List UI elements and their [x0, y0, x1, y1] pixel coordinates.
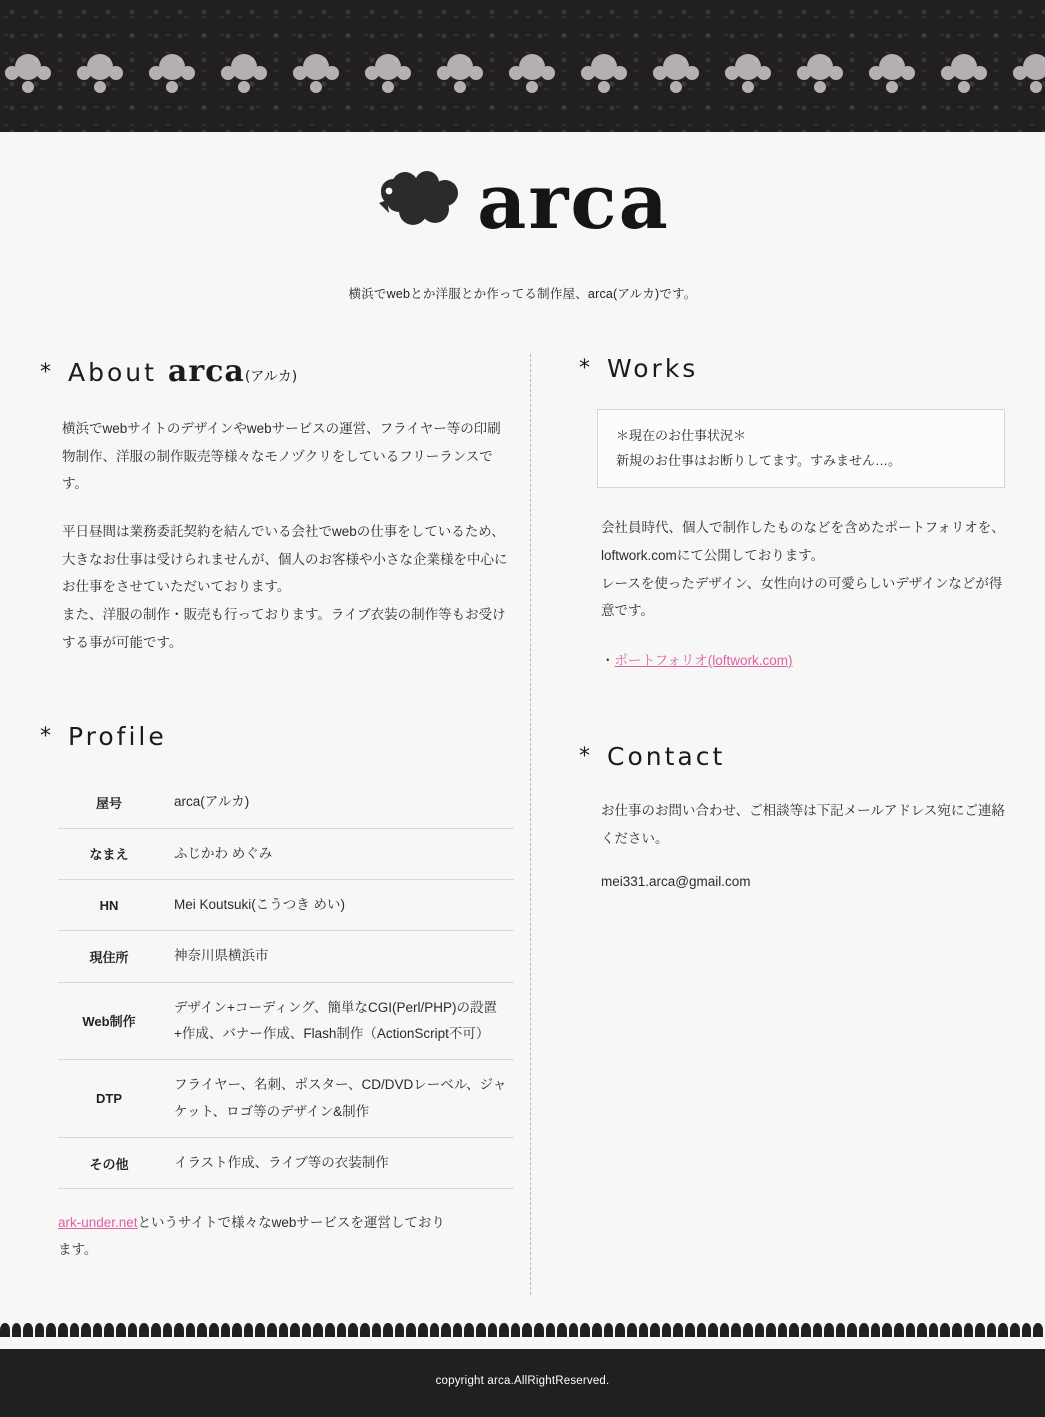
table-row [58, 880, 514, 931]
section-contact [579, 742, 1005, 889]
profile-row-value: イラスト作成、ライブ等の衣装制作 [160, 1137, 514, 1188]
work-status-notice [597, 409, 1005, 488]
site-logo[interactable] [375, 157, 670, 246]
left-column [40, 354, 534, 1263]
sheep-icon [375, 169, 467, 235]
section-profile [40, 722, 514, 1263]
profile-heading-text: Profile [68, 722, 167, 752]
works-paragraph-2: レースを使ったデザイン、女性向けの可愛らしいデザインなどが得意です。 [601, 575, 1003, 619]
table-row [58, 1060, 514, 1138]
table-row [58, 931, 514, 982]
asterisk-icon: * [579, 744, 593, 770]
profile-row-value: 神奈川県横浜市 [160, 931, 514, 982]
right-column [534, 354, 1005, 1263]
lace-header-decoration [0, 0, 1045, 132]
contact-email[interactable]: mei331.arca@gmail.com [601, 874, 751, 890]
section-about [40, 354, 514, 656]
about-heading-logo: arca [167, 354, 245, 389]
profile-row-value: ふじかわ めぐみ [160, 828, 514, 879]
profile-row-label: HN [58, 880, 160, 931]
about-heading-kana: (アルカ) [244, 369, 298, 385]
site-header [0, 132, 1045, 302]
profile-row-value: フライヤー、名刺、ポスター、CD/DVDレーベル、ジャケット、ロゴ等のデザイン&制作 [160, 1060, 514, 1138]
about-paragraph-3: また、洋服の制作・販売も行っております。ライブ衣装の制作等もお受けする事が可能です。 [62, 607, 506, 650]
table-row [58, 982, 514, 1060]
profile-footnote [58, 1209, 458, 1263]
portfolio-line [579, 647, 1005, 674]
profile-row-label: DTP [58, 1060, 160, 1138]
about-paragraph-2: 平日昼間は業務委託契約を結んでいる会社でwebの仕事をしているため、大きなお仕事は受けられませんが、個人のお客様や小さな企業様を中心にお仕事をさせていただいております。 [62, 524, 508, 595]
asterisk-icon: * [579, 356, 593, 381]
table-row [58, 828, 514, 879]
lace-fringe-top [0, 104, 1045, 132]
profile-row-label: 現住所 [58, 931, 160, 982]
asterisk-icon: * [40, 360, 54, 385]
profile-row-value: arca(アルカ) [160, 777, 514, 828]
profile-footnote-text: というサイトで様々なwebサービスを運営しております。 [58, 1215, 445, 1258]
main-content [40, 354, 1005, 1323]
column-divider [530, 354, 531, 1295]
about-heading-text: About [68, 358, 157, 387]
profile-row-value: デザイン+コーディング、簡単なCGI(Perl/PHP)の設置+作成、バナー作成、Flash制作（ActionScript不可） [160, 982, 514, 1060]
copyright-text: copyright arca.AllRightReserved. [435, 1375, 610, 1388]
site-logo-text: arca [477, 157, 670, 246]
bullet-icon: ・ [601, 653, 615, 669]
table-row [58, 777, 514, 828]
asterisk-icon: * [40, 724, 54, 750]
lace-scallop-row-lower [0, 34, 1045, 109]
site-footer [0, 1349, 1045, 1417]
section-works [579, 354, 1005, 674]
contact-heading [579, 742, 1005, 771]
lace-footer-decoration [0, 1323, 1045, 1349]
portfolio-link[interactable]: ポートフォリオ(loftwork.com) [614, 653, 793, 669]
profile-row-label: Web制作 [58, 982, 160, 1060]
notice-line-1: ＊現在のお仕事状況＊ [616, 428, 747, 443]
profile-row-label: なまえ [58, 828, 160, 879]
profile-row-label: その他 [58, 1137, 160, 1188]
about-heading [40, 354, 514, 389]
profile-heading [40, 722, 514, 751]
works-heading-text: Works [607, 354, 699, 383]
works-heading [579, 354, 1005, 383]
table-row [58, 1137, 514, 1188]
lace-fringe-bottom [0, 1323, 1045, 1349]
notice-line-2: 新規のお仕事はお断りしてます。すみません…。 [616, 452, 901, 468]
site-tagline: 横浜でwebとか洋服とか作ってる制作屋、arca(アルカ)です。 [348, 287, 697, 301]
works-paragraph-1: 会社員時代、個人で制作したものなどを含めたポートフォリオを、loftwork.comにて公開しております。 [601, 520, 1005, 564]
contact-heading-text: Contact [607, 742, 726, 772]
ark-under-link[interactable]: ark-under.net [58, 1215, 138, 1231]
profile-table [58, 777, 514, 1189]
contact-text: お仕事のお問い合わせ、ご相談等は下記メールアドレス宛にご連絡ください。 [601, 803, 1005, 846]
profile-row-label: 屋号 [58, 777, 160, 828]
profile-row-value: Mei Koutsuki(こうつき めい) [160, 880, 514, 931]
about-paragraph-1: 横浜でwebサイトのデザインやwebサービスの運営、フライヤー等の印刷物制作、洋服の制作販売等様々なモノヅクリをしているフリーランスです。 [62, 421, 501, 492]
